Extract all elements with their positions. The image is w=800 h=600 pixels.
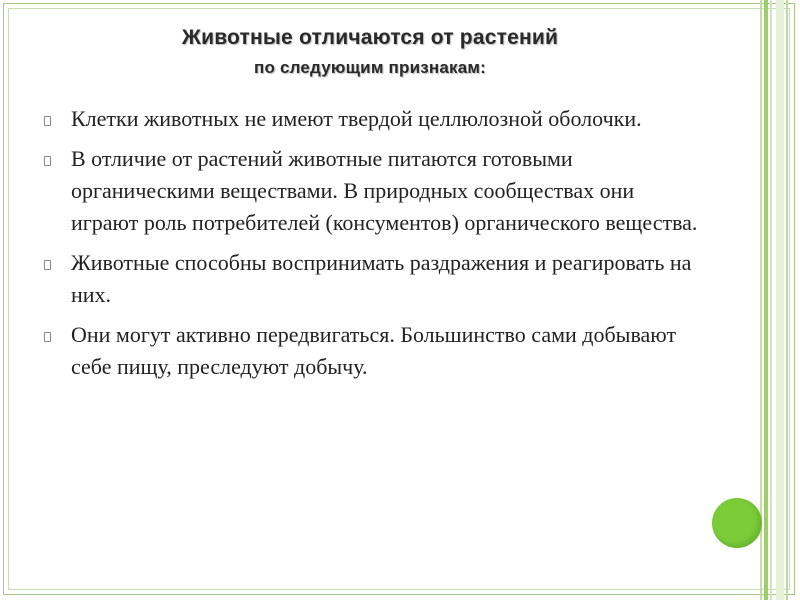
bullet-item <box>44 103 704 135</box>
decorative-stripe <box>770 0 772 600</box>
decorative-stripe <box>760 0 762 600</box>
bullet-item <box>44 247 704 311</box>
decorative-stripe <box>786 0 788 600</box>
bullet-marker-icon <box>44 260 51 270</box>
bullet-marker-icon <box>44 156 51 166</box>
bullet-text: Клетки животных не имеют твердой целлюлозной оболочки. <box>71 106 642 131</box>
bullet-text: Животные способны воспринимать раздражения и реагировать на них. <box>71 250 692 307</box>
green-circle-decoration <box>712 498 762 548</box>
bullet-marker-icon <box>44 332 51 342</box>
decorative-stripe <box>776 0 784 600</box>
bullet-marker-icon <box>44 116 51 126</box>
bullet-text: В отличие от растений животные питаются готовыми органическими веществами. В природных сообществах они играют роль потребителей (консументов) органического вещества. <box>71 146 698 235</box>
bullet-list <box>44 103 704 391</box>
bullet-text: Они могут активно передвигаться. Большинство сами добывают себе пищу, преследуют добычу. <box>71 322 677 379</box>
bullet-item <box>44 319 704 383</box>
bullet-item <box>44 143 704 239</box>
decorative-stripe <box>764 0 768 600</box>
slide-title <box>60 22 680 81</box>
slide-title-line-1: Животные отличаются от растений <box>181 26 559 49</box>
slide-title-line-2: по следующим признакам: <box>254 57 486 77</box>
